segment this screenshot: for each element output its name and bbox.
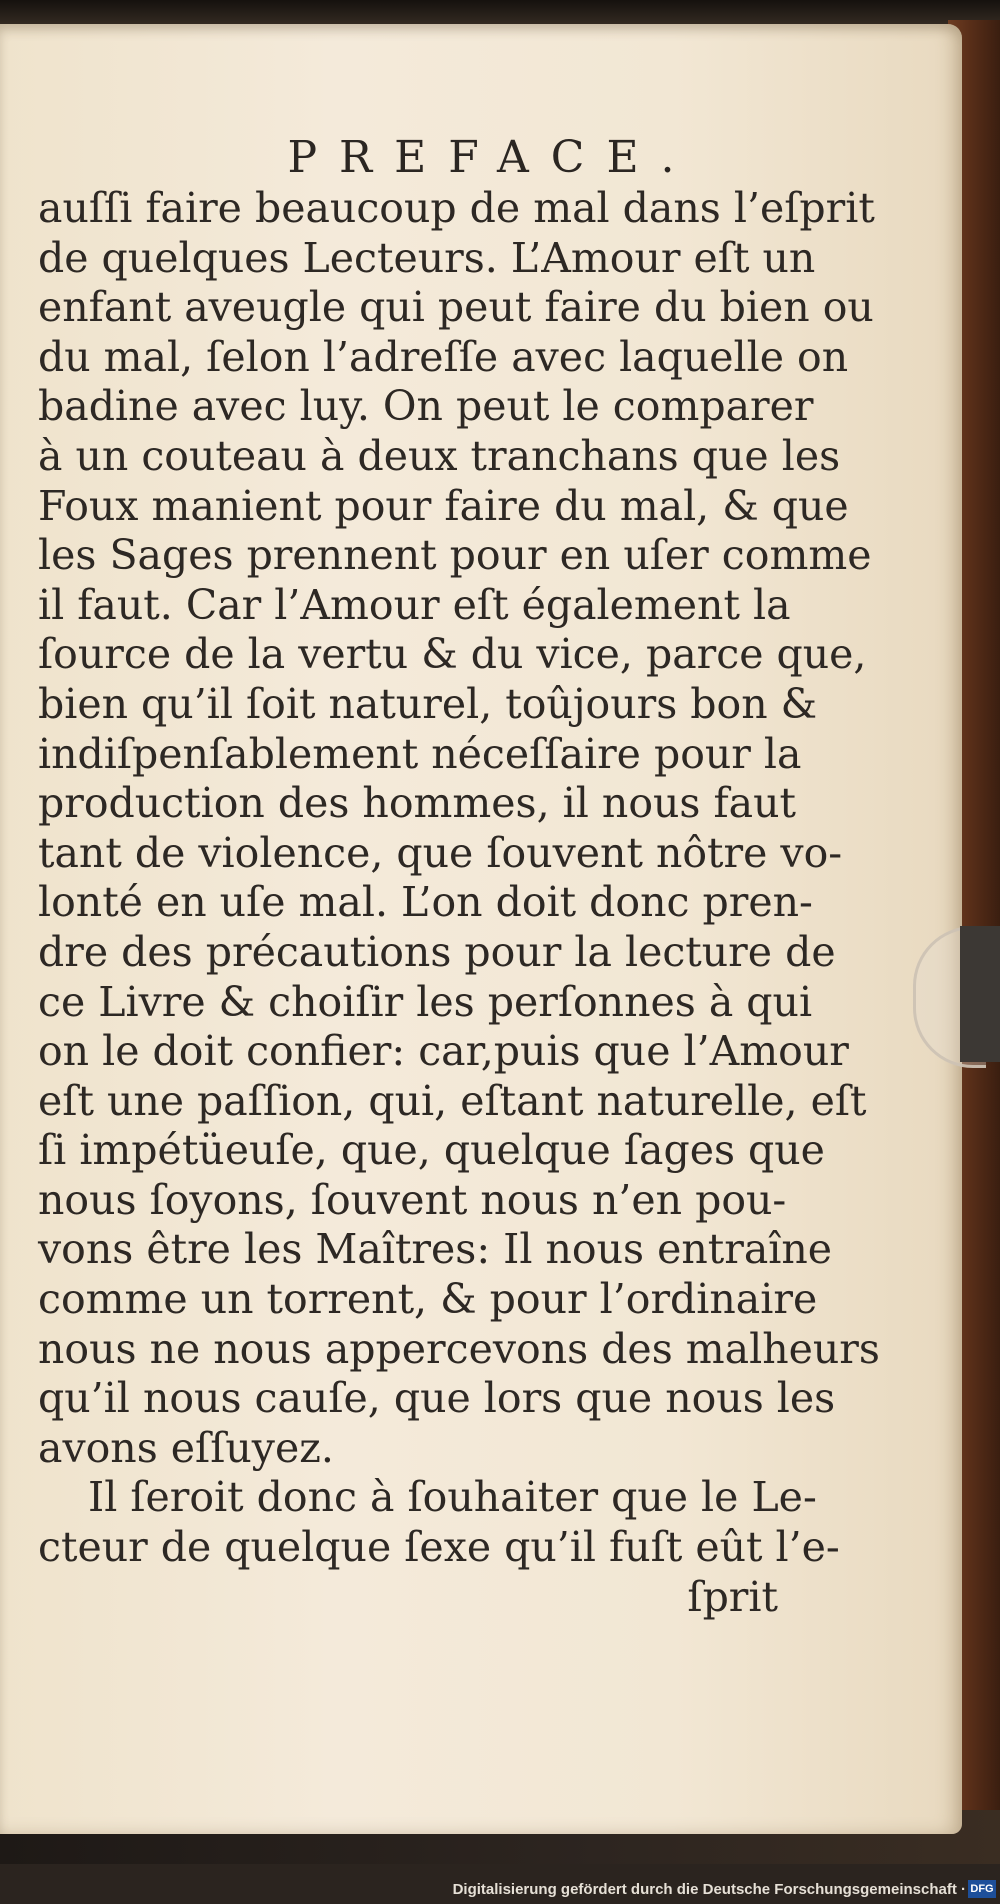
text-line: cteur de quelque ſexe qu’il fuſt eût l’e-: [38, 1523, 840, 1572]
text-line: badine avec luy. On peut le comparer: [38, 382, 814, 431]
text-line: lonté en uſe mal. L’on doit donc pren-: [38, 878, 813, 927]
text-line: bien qu’il ſoit naturel, toûjours bon &: [38, 679, 818, 728]
text-line: enfant aveugle qui peut faire du bien ou: [38, 283, 874, 332]
body-text: [38, 184, 880, 1622]
text-line: auſſi faire beaucoup de mal dans l’eſprit: [38, 184, 875, 232]
text-line: ſi impétüeuſe, que, quelque ſages que: [38, 1126, 825, 1175]
thumb-bar: [960, 926, 1000, 1062]
text-line: tant de violence, que ſouvent nôtre vo-: [38, 828, 843, 877]
footer-bar: [0, 1864, 1000, 1904]
text-line: nous ſoyons, ſouvent nous n’en pou-: [38, 1175, 787, 1224]
text-line: du mal, ſelon l’adreſſe avec laquelle on: [38, 332, 849, 381]
dfg-logo-icon: DFG: [968, 1880, 996, 1898]
text-line: dre des précautions pour la lecture de: [38, 927, 836, 976]
text-line: on le doit confier: car,puis que l’Amour: [38, 1027, 849, 1076]
catchword: ſprit: [687, 1572, 778, 1621]
text-line: les Sages prennent pour en uſer comme: [38, 531, 872, 580]
text-line: Il ſeroit donc à ſouhaiter que le Le-: [88, 1473, 817, 1522]
text-line: à un couteau à deux tranchans que les: [38, 431, 841, 480]
text-line: ſource de la vertu & du vice, parce que,: [38, 630, 867, 679]
text-line: avons eſſuyez.: [38, 1423, 334, 1472]
text-line: Foux manient pour faire du mal, & que: [38, 481, 849, 530]
text-line: vons être les Maîtres: Il nous entraîne: [38, 1225, 833, 1274]
text-line: comme un torrent, & pour l’ordinaire: [38, 1275, 818, 1324]
text-line: eſt une paſſion, qui, eſtant naturelle, eſt: [38, 1076, 867, 1125]
text-line: indiſpenſablement néceſſaire pour la: [38, 729, 802, 778]
text-line: il faut. Car l’Amour eſt également la: [38, 580, 791, 629]
text-line: nous ne nous appercevons des malheurs: [38, 1324, 880, 1373]
text-line: de quelques Lecteurs. L’Amour eſt un: [38, 233, 816, 282]
text-line: qu’il nous cauſe, que lors que nous les: [38, 1374, 836, 1423]
footer-credit: Digitalisierung gefördert durch die Deutsche Forschungsgemeinschaft ·: [452, 1881, 966, 1898]
running-header: PREFACE.: [287, 132, 697, 183]
text-line: production des hommes, il nous faut: [38, 779, 796, 828]
text-line: ce Livre & choiſir les perſonnes à qui: [38, 977, 813, 1026]
